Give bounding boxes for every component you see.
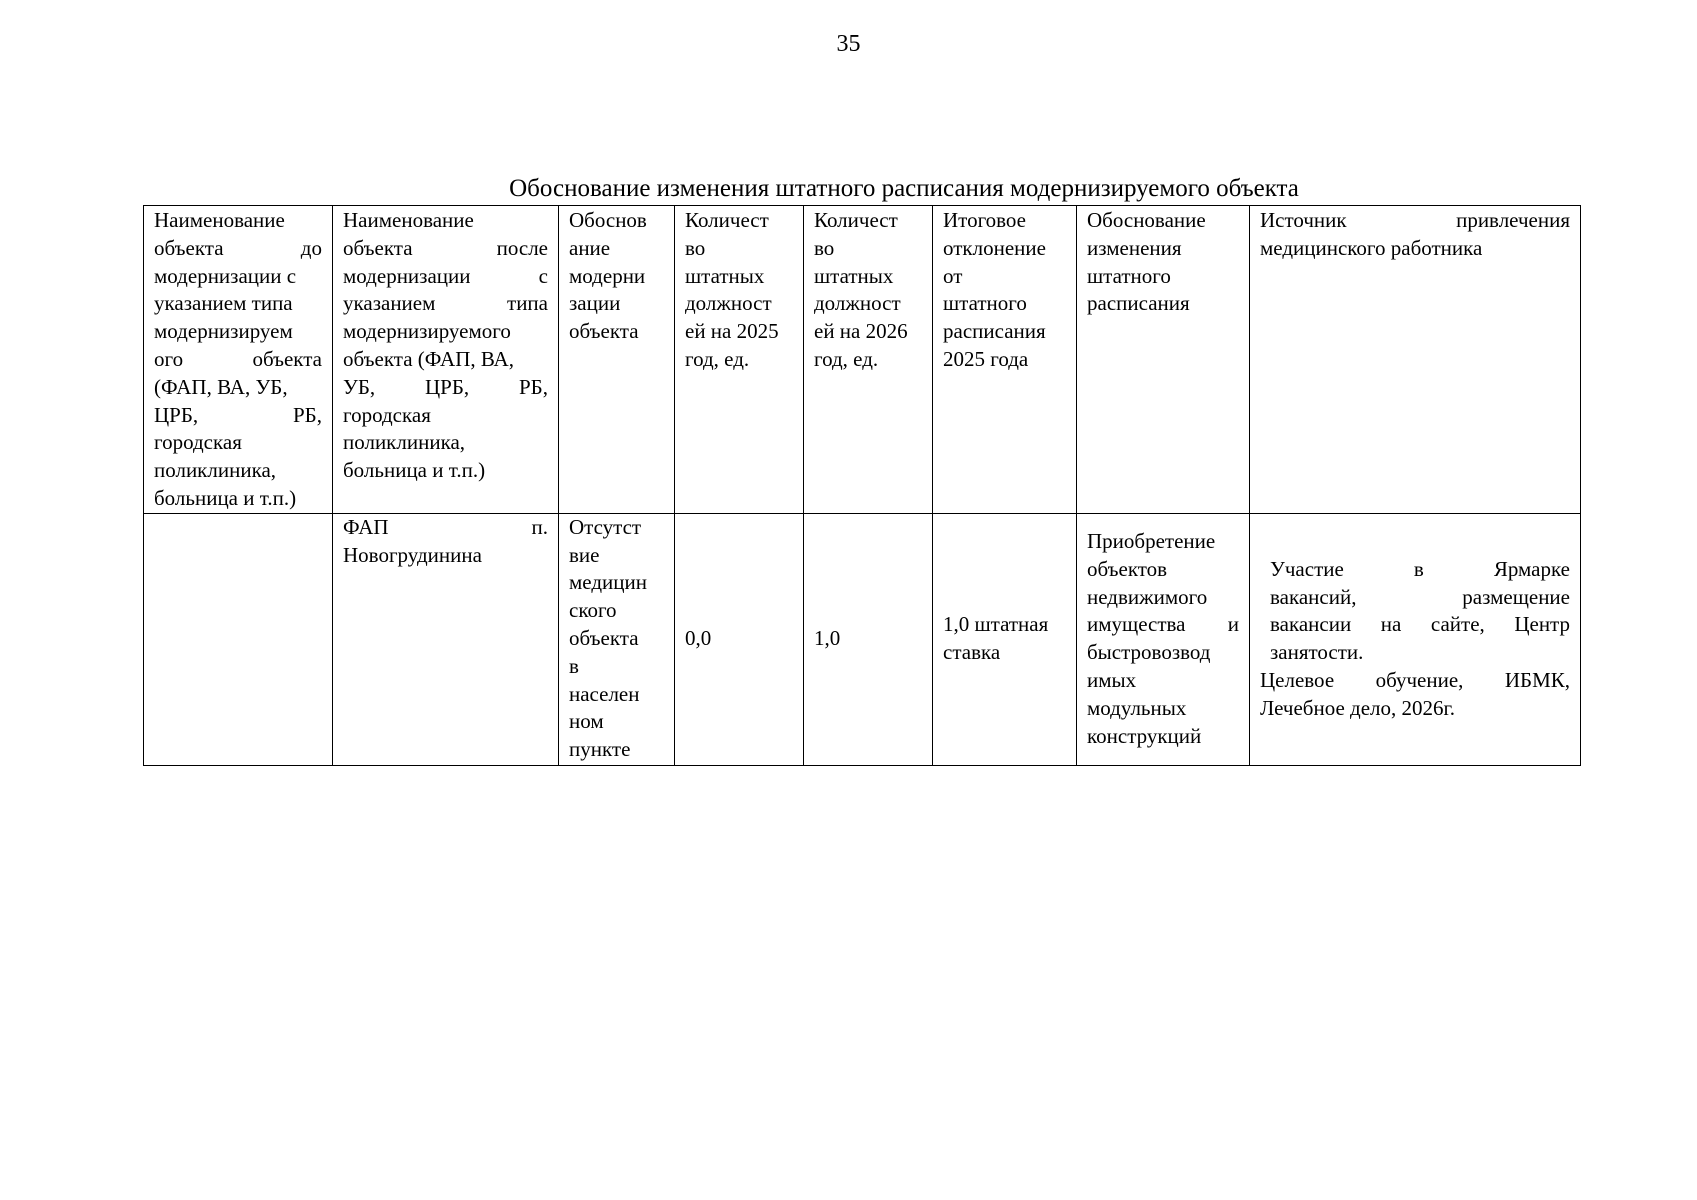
header-worker-source: Источник привлечения медицинского работника <box>1250 206 1581 514</box>
staff-schedule-table <box>143 205 1581 766</box>
header-staff-2026: Количест во штатных должност ей на 2026 год, ед. <box>804 206 933 514</box>
cell-staff-change-reason: Приобретение объектов недвижимого имущества и быстровозвод имых модульных конструкций <box>1077 513 1250 765</box>
source-targeted-training-text: Целевое обучение, ИБМК, Лечебное дело, 2026г. <box>1260 668 1570 720</box>
cell-deviation: 1,0 штатная ставка <box>933 513 1077 765</box>
cell-staff-2026: 1,0 <box>804 513 933 765</box>
cell-worker-source <box>1250 513 1581 765</box>
cell-object-before <box>144 513 333 765</box>
cell-modernization-reason: Отсутст вие медицин ского объекта в населен ном пункте <box>559 513 675 765</box>
cell-staff-2025: 0,0 <box>675 513 804 765</box>
header-staff-change-reason: Обоснование изменения штатного расписания <box>1077 206 1250 514</box>
header-deviation: Итоговое отклонение от штатного расписания 2025 года <box>933 206 1077 514</box>
cell-object-after: ФАП п. Новогрудинина <box>333 513 559 765</box>
header-object-before: Наименование объекта до модернизации с указанием типа модернизируем ого объекта (ФАП, ВА, УБ, ЦРБ, РБ, городская поликлиника, больница и т.п.) <box>144 206 333 514</box>
header-modernization-reason: Обоснов ание модерни зации объекта <box>559 206 675 514</box>
page-number: 35 <box>836 31 861 57</box>
source-job-fair-text: Участие в Ярмарке вакансий, размещение вакансии на сайте, Центр занятости. <box>1270 556 1570 665</box>
header-object-after: Наименование объекта после модернизации с указанием типа модернизируемого объекта (ФАП, ВА, УБ, ЦРБ, РБ, городская поликлиника, больница и т.п.) <box>333 206 559 514</box>
table-header-row <box>144 206 1581 514</box>
table-title: Обоснование изменения штатного расписания модернизируемого объекта <box>509 175 1299 202</box>
table-row <box>144 513 1581 765</box>
header-staff-2025: Количест во штатных должност ей на 2025 год, ед. <box>675 206 804 514</box>
